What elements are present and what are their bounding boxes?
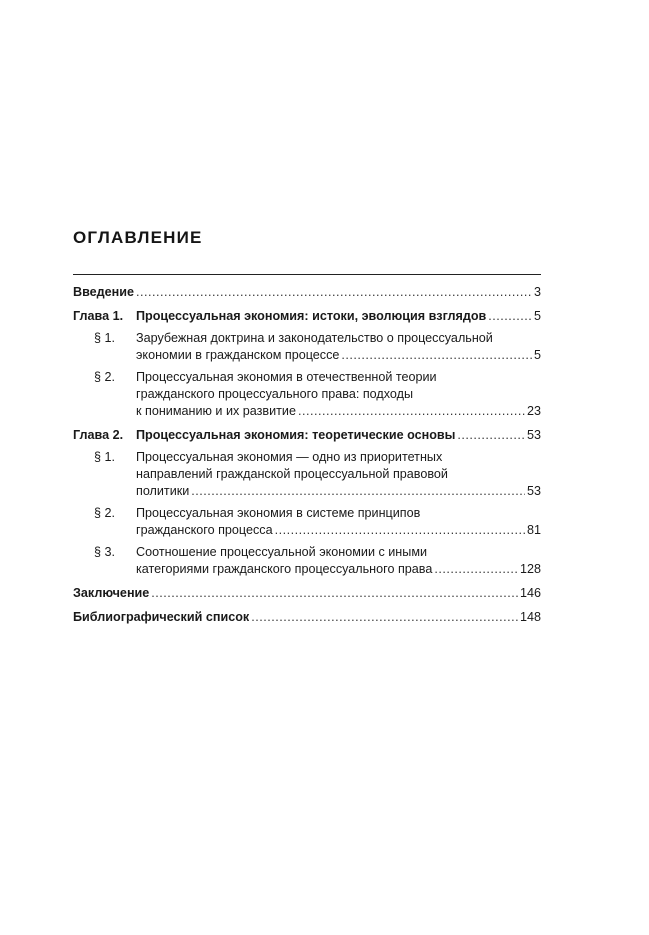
toc-leader-dots <box>298 403 525 420</box>
toc-entry-title-line: к пониманию и их развитие <box>136 404 296 418</box>
toc-page-number: 128 <box>519 562 541 576</box>
toc-divider <box>73 274 541 275</box>
table-of-contents <box>73 284 541 626</box>
toc-leader-dots <box>151 585 518 602</box>
toc-entry-ch2-section-2[interactable] <box>73 505 541 539</box>
toc-page-number: 148 <box>519 610 541 624</box>
toc-entry-title-line: гражданского процессуального права: подходы <box>136 387 414 401</box>
toc-entry-title: Заключение <box>73 586 150 600</box>
toc-entry-bibliography[interactable] <box>73 609 541 626</box>
toc-page-number: 23 <box>526 404 541 418</box>
toc-section-label: § 2. <box>94 506 116 520</box>
toc-page-number: 53 <box>526 428 541 442</box>
toc-page-number: 3 <box>533 285 541 299</box>
toc-entry-title-line: Процессуальная экономия в системе принципов <box>136 506 421 520</box>
toc-entry-title-line: Процессуальная экономия — одно из приоритетных <box>136 450 443 464</box>
toc-leader-dots <box>457 427 525 444</box>
toc-page-number: 5 <box>533 309 541 323</box>
toc-entry-title: Процессуальная экономия: теоретические основы <box>136 428 456 442</box>
toc-entry-title-line: Зарубежная доктрина и законодательство о процессуальной <box>136 331 493 345</box>
toc-entry-title: Введение <box>73 285 135 299</box>
toc-entry-ch1-section-1[interactable] <box>73 330 541 364</box>
toc-leader-dots <box>251 609 518 626</box>
toc-leader-dots <box>136 284 532 301</box>
toc-leader-dots <box>434 561 518 578</box>
toc-entry-ch2-section-3[interactable] <box>73 544 541 578</box>
toc-chapter-label: Глава 1. <box>73 309 124 323</box>
toc-leader-dots <box>275 522 525 539</box>
toc-entry-title: Библиографический список <box>73 610 250 624</box>
toc-chapter-label: Глава 2. <box>73 428 124 442</box>
toc-entry-title-line: Соотношение процессуальной экономии с иными <box>136 545 428 559</box>
toc-entry-ch2-section-1[interactable] <box>73 449 541 500</box>
toc-page-number: 5 <box>533 348 541 362</box>
toc-entry-title-line: Процессуальная экономия в отечественной теории <box>136 370 437 384</box>
toc-section-label: § 1. <box>94 450 116 464</box>
toc-entry-introduction[interactable] <box>73 284 541 301</box>
toc-entry-title-line: направлений гражданской процессуальной правовой <box>136 467 448 481</box>
toc-leader-dots <box>488 308 532 325</box>
toc-section-label: § 1. <box>94 331 116 345</box>
toc-entry-chapter-2[interactable] <box>73 427 541 444</box>
toc-page-number: 81 <box>526 523 541 537</box>
toc-page-number: 146 <box>519 586 541 600</box>
toc-section-label: § 2. <box>94 370 116 384</box>
toc-entry-chapter-1[interactable] <box>73 308 541 325</box>
toc-title: ОГЛАВЛЕНИЕ <box>73 228 203 247</box>
toc-page-number: 53 <box>526 484 541 498</box>
toc-entry-title: Процессуальная экономия: истоки, эволюция взглядов <box>136 309 487 323</box>
toc-entry-title-line: экономии в гражданском процессе <box>136 348 340 362</box>
toc-entry-conclusion[interactable] <box>73 585 541 602</box>
toc-section-label: § 3. <box>94 545 116 559</box>
toc-leader-dots <box>191 483 525 500</box>
toc-entry-title-line: политики <box>136 484 190 498</box>
toc-entry-title-line: категориями гражданского процессуального права <box>136 562 433 576</box>
toc-leader-dots <box>341 347 532 364</box>
toc-entry-ch1-section-2[interactable] <box>73 369 541 420</box>
toc-entry-title-line: гражданского процесса <box>136 523 273 537</box>
